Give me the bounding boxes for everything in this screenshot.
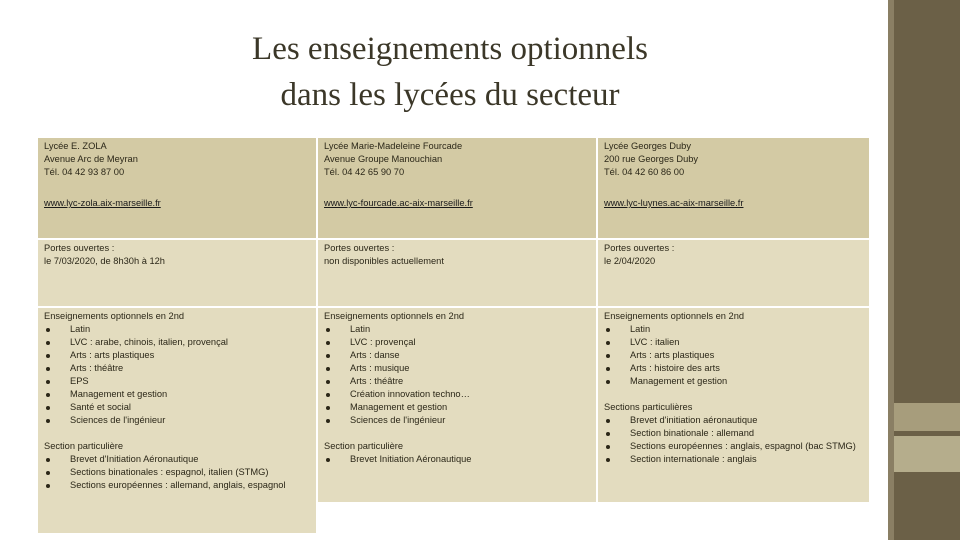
lycee-contact-cell xyxy=(318,138,596,238)
list-item xyxy=(324,401,590,414)
bullet-icon xyxy=(326,341,330,345)
bullet-icon xyxy=(606,328,610,332)
list-item-label: Section binationale : allemand xyxy=(630,428,755,438)
bullet-icon xyxy=(46,458,50,462)
list-item-label: Arts : histoire des arts xyxy=(630,363,720,373)
bullet-icon xyxy=(46,354,50,358)
sidebar-accent-block xyxy=(894,436,960,472)
lycee-tel: Tél. 04 42 93 87 00 xyxy=(44,167,125,177)
options-title: Enseignements optionnels en 2nd xyxy=(324,311,465,321)
list-item-label: Management et gestion xyxy=(70,389,168,399)
list-item xyxy=(604,453,863,466)
lycee-tel: Tél. 04 42 65 90 70 xyxy=(324,167,405,177)
sections-list xyxy=(604,414,863,466)
bullet-icon xyxy=(326,419,330,423)
sections-list xyxy=(44,453,310,492)
bullet-icon xyxy=(46,341,50,345)
list-item xyxy=(604,349,863,362)
list-item xyxy=(44,453,310,466)
sections-title: Sections particulières xyxy=(604,402,693,412)
list-item xyxy=(324,323,590,336)
bullet-icon xyxy=(606,354,610,358)
options-cell xyxy=(38,308,316,533)
bullet-icon xyxy=(326,458,330,462)
portes-ouvertes-label: Portes ouvertes : xyxy=(44,243,115,253)
list-item-label: LVC : provençal xyxy=(350,337,416,347)
options-title: Enseignements optionnels en 2nd xyxy=(44,311,185,321)
portes-ouvertes-cell xyxy=(318,240,596,306)
portes-ouvertes-value: le 7/03/2020, de 8h30h à 12h xyxy=(44,256,165,266)
lycee-name: Lycée E. ZOLA xyxy=(44,141,107,151)
bullet-icon xyxy=(606,432,610,436)
bullet-icon xyxy=(46,380,50,384)
list-item xyxy=(324,362,590,375)
options-cell xyxy=(318,308,596,502)
list-item-label: Section internationale : anglais xyxy=(630,454,757,464)
list-item xyxy=(324,336,590,349)
list-item-label: Sciences de l'ingénieur xyxy=(350,415,446,425)
bullet-icon xyxy=(46,367,50,371)
list-item-label: Latin xyxy=(70,324,91,334)
bullet-icon xyxy=(326,354,330,358)
options-list xyxy=(44,323,310,427)
list-item-label: Latin xyxy=(630,324,651,334)
lycee-name: Lycée Georges Duby xyxy=(604,141,691,151)
portes-ouvertes-label: Portes ouvertes : xyxy=(604,243,675,253)
lycee-contact-cell xyxy=(598,138,869,238)
bullet-icon xyxy=(606,458,610,462)
bullet-icon xyxy=(326,380,330,384)
list-item-label: Sections binationales : espagnol, italien (STMG) xyxy=(70,467,269,477)
list-item xyxy=(44,336,310,349)
list-item xyxy=(604,440,863,453)
list-item-label: Brevet d'initiation aéronautique xyxy=(630,415,758,425)
bullet-icon xyxy=(46,393,50,397)
lycee-contact-cell xyxy=(38,138,316,238)
options-list xyxy=(604,323,863,388)
list-item-label: Sections européennes : anglais, espagnol (bac STMG) xyxy=(630,441,856,451)
lycee-address: 200 rue Georges Duby xyxy=(604,154,699,164)
options-list xyxy=(324,323,590,427)
page-title-line1: Les enseignements optionnels xyxy=(252,31,648,67)
options-cell xyxy=(598,308,869,502)
options-title: Enseignements optionnels en 2nd xyxy=(604,311,745,321)
page-title-line2: dans les lycées du secteur xyxy=(280,77,620,113)
list-item-label: Sciences de l'ingénieur xyxy=(70,415,166,425)
list-item xyxy=(604,427,863,440)
list-item xyxy=(604,336,863,349)
portes-ouvertes-value: le 2/04/2020 xyxy=(604,256,656,266)
list-item-label: Arts : arts plastiques xyxy=(70,350,155,360)
bullet-icon xyxy=(46,484,50,488)
list-item xyxy=(324,453,590,466)
list-item xyxy=(604,414,863,427)
lycee-website-link[interactable]: www.lyc-zola.aix-marseille.fr xyxy=(44,198,161,208)
bullet-icon xyxy=(606,341,610,345)
list-item xyxy=(44,479,310,492)
lycee-website-link[interactable]: www.lyc-fourcade.ac-aix-marseille.fr xyxy=(324,198,473,208)
list-item-label: Arts : théâtre xyxy=(350,376,404,386)
lycees-table xyxy=(38,138,869,502)
list-item-label: Arts : musique xyxy=(350,363,410,373)
list-item xyxy=(44,466,310,479)
bullet-icon xyxy=(46,328,50,332)
lycee-address: Avenue Arc de Meyran xyxy=(44,154,138,164)
lycee-tel: Tél. 04 42 60 86 00 xyxy=(604,167,685,177)
list-item xyxy=(324,388,590,401)
list-item xyxy=(604,362,863,375)
portes-ouvertes-value: non disponibles actuellement xyxy=(324,256,444,266)
list-item xyxy=(324,349,590,362)
sections-title: Section particulière xyxy=(44,441,124,451)
list-item xyxy=(604,375,863,388)
portes-ouvertes-cell xyxy=(598,240,869,306)
sections-title: Section particulière xyxy=(324,441,404,451)
list-item xyxy=(44,323,310,336)
list-item xyxy=(44,349,310,362)
page-title xyxy=(150,26,750,118)
bullet-icon xyxy=(326,406,330,410)
bullet-icon xyxy=(326,328,330,332)
bullet-icon xyxy=(326,393,330,397)
list-item-label: Arts : danse xyxy=(350,350,400,360)
list-item-label: Arts : arts plastiques xyxy=(630,350,715,360)
bullet-icon xyxy=(606,445,610,449)
bullet-icon xyxy=(326,367,330,371)
list-item xyxy=(324,414,590,427)
list-item-label: Management et gestion xyxy=(350,402,448,412)
list-item-label: LVC : italien xyxy=(630,337,680,347)
list-item xyxy=(324,375,590,388)
portes-ouvertes-label: Portes ouvertes : xyxy=(324,243,395,253)
list-item-label: Management et gestion xyxy=(630,376,728,386)
list-item xyxy=(44,388,310,401)
portes-ouvertes-cell xyxy=(38,240,316,306)
list-item-label: Santé et social xyxy=(70,402,131,412)
list-item-label: Brevet Initiation Aéronautique xyxy=(350,454,472,464)
bullet-icon xyxy=(46,471,50,475)
bullet-icon xyxy=(46,419,50,423)
bullet-icon xyxy=(606,419,610,423)
list-item xyxy=(44,414,310,427)
list-item xyxy=(44,375,310,388)
lycee-website-link[interactable]: www.lyc-luynes.ac-aix-marseille.fr xyxy=(604,198,744,208)
list-item-label: Sections européennes : allemand, anglais, espagnol xyxy=(70,480,286,490)
sidebar-accent-block xyxy=(894,403,960,431)
list-item-label: Création innovation techno… xyxy=(350,389,470,399)
bullet-icon xyxy=(606,380,610,384)
list-item xyxy=(604,323,863,336)
lycee-name: Lycée Marie-Madeleine Fourcade xyxy=(324,141,463,151)
list-item-label: EPS xyxy=(70,376,89,386)
lycee-address: Avenue Groupe Manouchian xyxy=(324,154,443,164)
list-item-label: Brevet d'Initiation Aéronautique xyxy=(70,454,199,464)
bullet-icon xyxy=(606,367,610,371)
list-item xyxy=(44,362,310,375)
list-item-label: Latin xyxy=(350,324,371,334)
list-item xyxy=(44,401,310,414)
list-item-label: LVC : arabe, chinois, italien, provençal xyxy=(70,337,228,347)
sections-list xyxy=(324,453,590,466)
list-item-label: Arts : théâtre xyxy=(70,363,124,373)
bullet-icon xyxy=(46,406,50,410)
